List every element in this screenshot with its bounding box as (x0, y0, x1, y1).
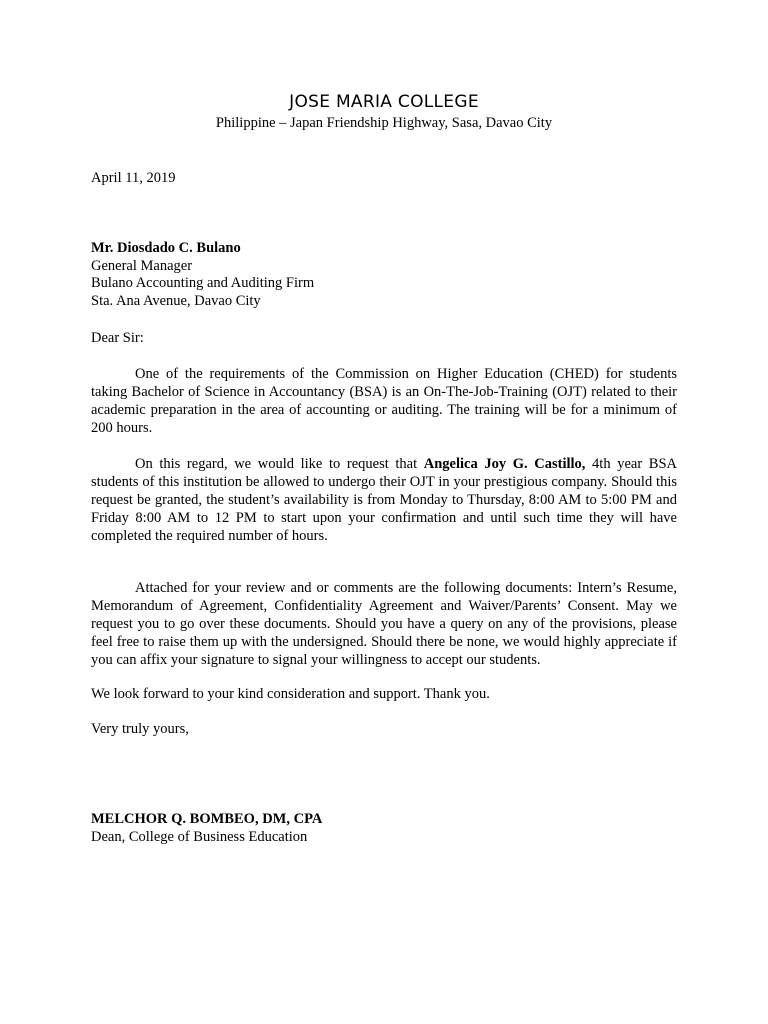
recipient-block (91, 240, 677, 310)
paragraph-request-body: 4th year BSA students of this institution be allowed to undergo their OJT in your prestigious company. Should this request be granted, the student’s availability is from Monday to Thursday, 8:00 AM to 5:00 PM and Friday 8:00 AM to 12 PM to start upon your confirmation and until such time they will have completed the required number of hours. (91, 456, 677, 544)
recipient-company: Bulano Accounting and Auditing Firm (91, 275, 315, 291)
college-address: Philippine – Japan Friendship Highway, Sasa, Davao City (215, 115, 553, 131)
recipient-address: Sta. Ana Avenue, Davao City (91, 292, 261, 309)
closing-statement: We look forward to your kind consideration and support. Thank you. (91, 686, 490, 702)
paragraph-requirements: One of the requirements of the Commission on Higher Education (CHED) for students taking Bachelor of Science in Accountancy (BSA) is an On-The-Job-Training (OJT) related to their academic preparation in the area of accounting or auditing. The training will be for a minimum of 200 hours. (91, 366, 677, 436)
signatory-title: Dean, College of Business Education (91, 828, 308, 845)
recipient-title: General Manager (91, 257, 193, 274)
letter-date: April 11, 2019 (91, 170, 176, 186)
student-name: Angelica Joy G. Castillo, (423, 456, 586, 472)
recipient-name: Mr. Diosdado C. Bulano (91, 240, 241, 256)
signature-block (91, 811, 677, 846)
college-name: JOSE MARIA COLLEGE (289, 92, 479, 112)
paragraph-request (91, 455, 677, 545)
signatory-name: MELCHOR Q. BOMBEO, DM, CPA (91, 811, 323, 827)
paragraph-attachments: Attached for your review and or comments are the following documents: Intern’s Resume, Memorandum of Agreement, Confidentiality Agreement and Waiver/Parents’ Consent. May we request you to go over these documents. Should you have a query on any of the provisions, please feel free to raise them up with the undersigned. Should there be none, we would highly appreciate if you can affix your signature to signal your willingness to accept our students. (91, 580, 677, 668)
salutation: Dear Sir: (91, 330, 144, 346)
paragraph-request-intro: On this regard, we would like to request that (135, 456, 424, 472)
complimentary-close: Very truly yours, (91, 721, 189, 737)
